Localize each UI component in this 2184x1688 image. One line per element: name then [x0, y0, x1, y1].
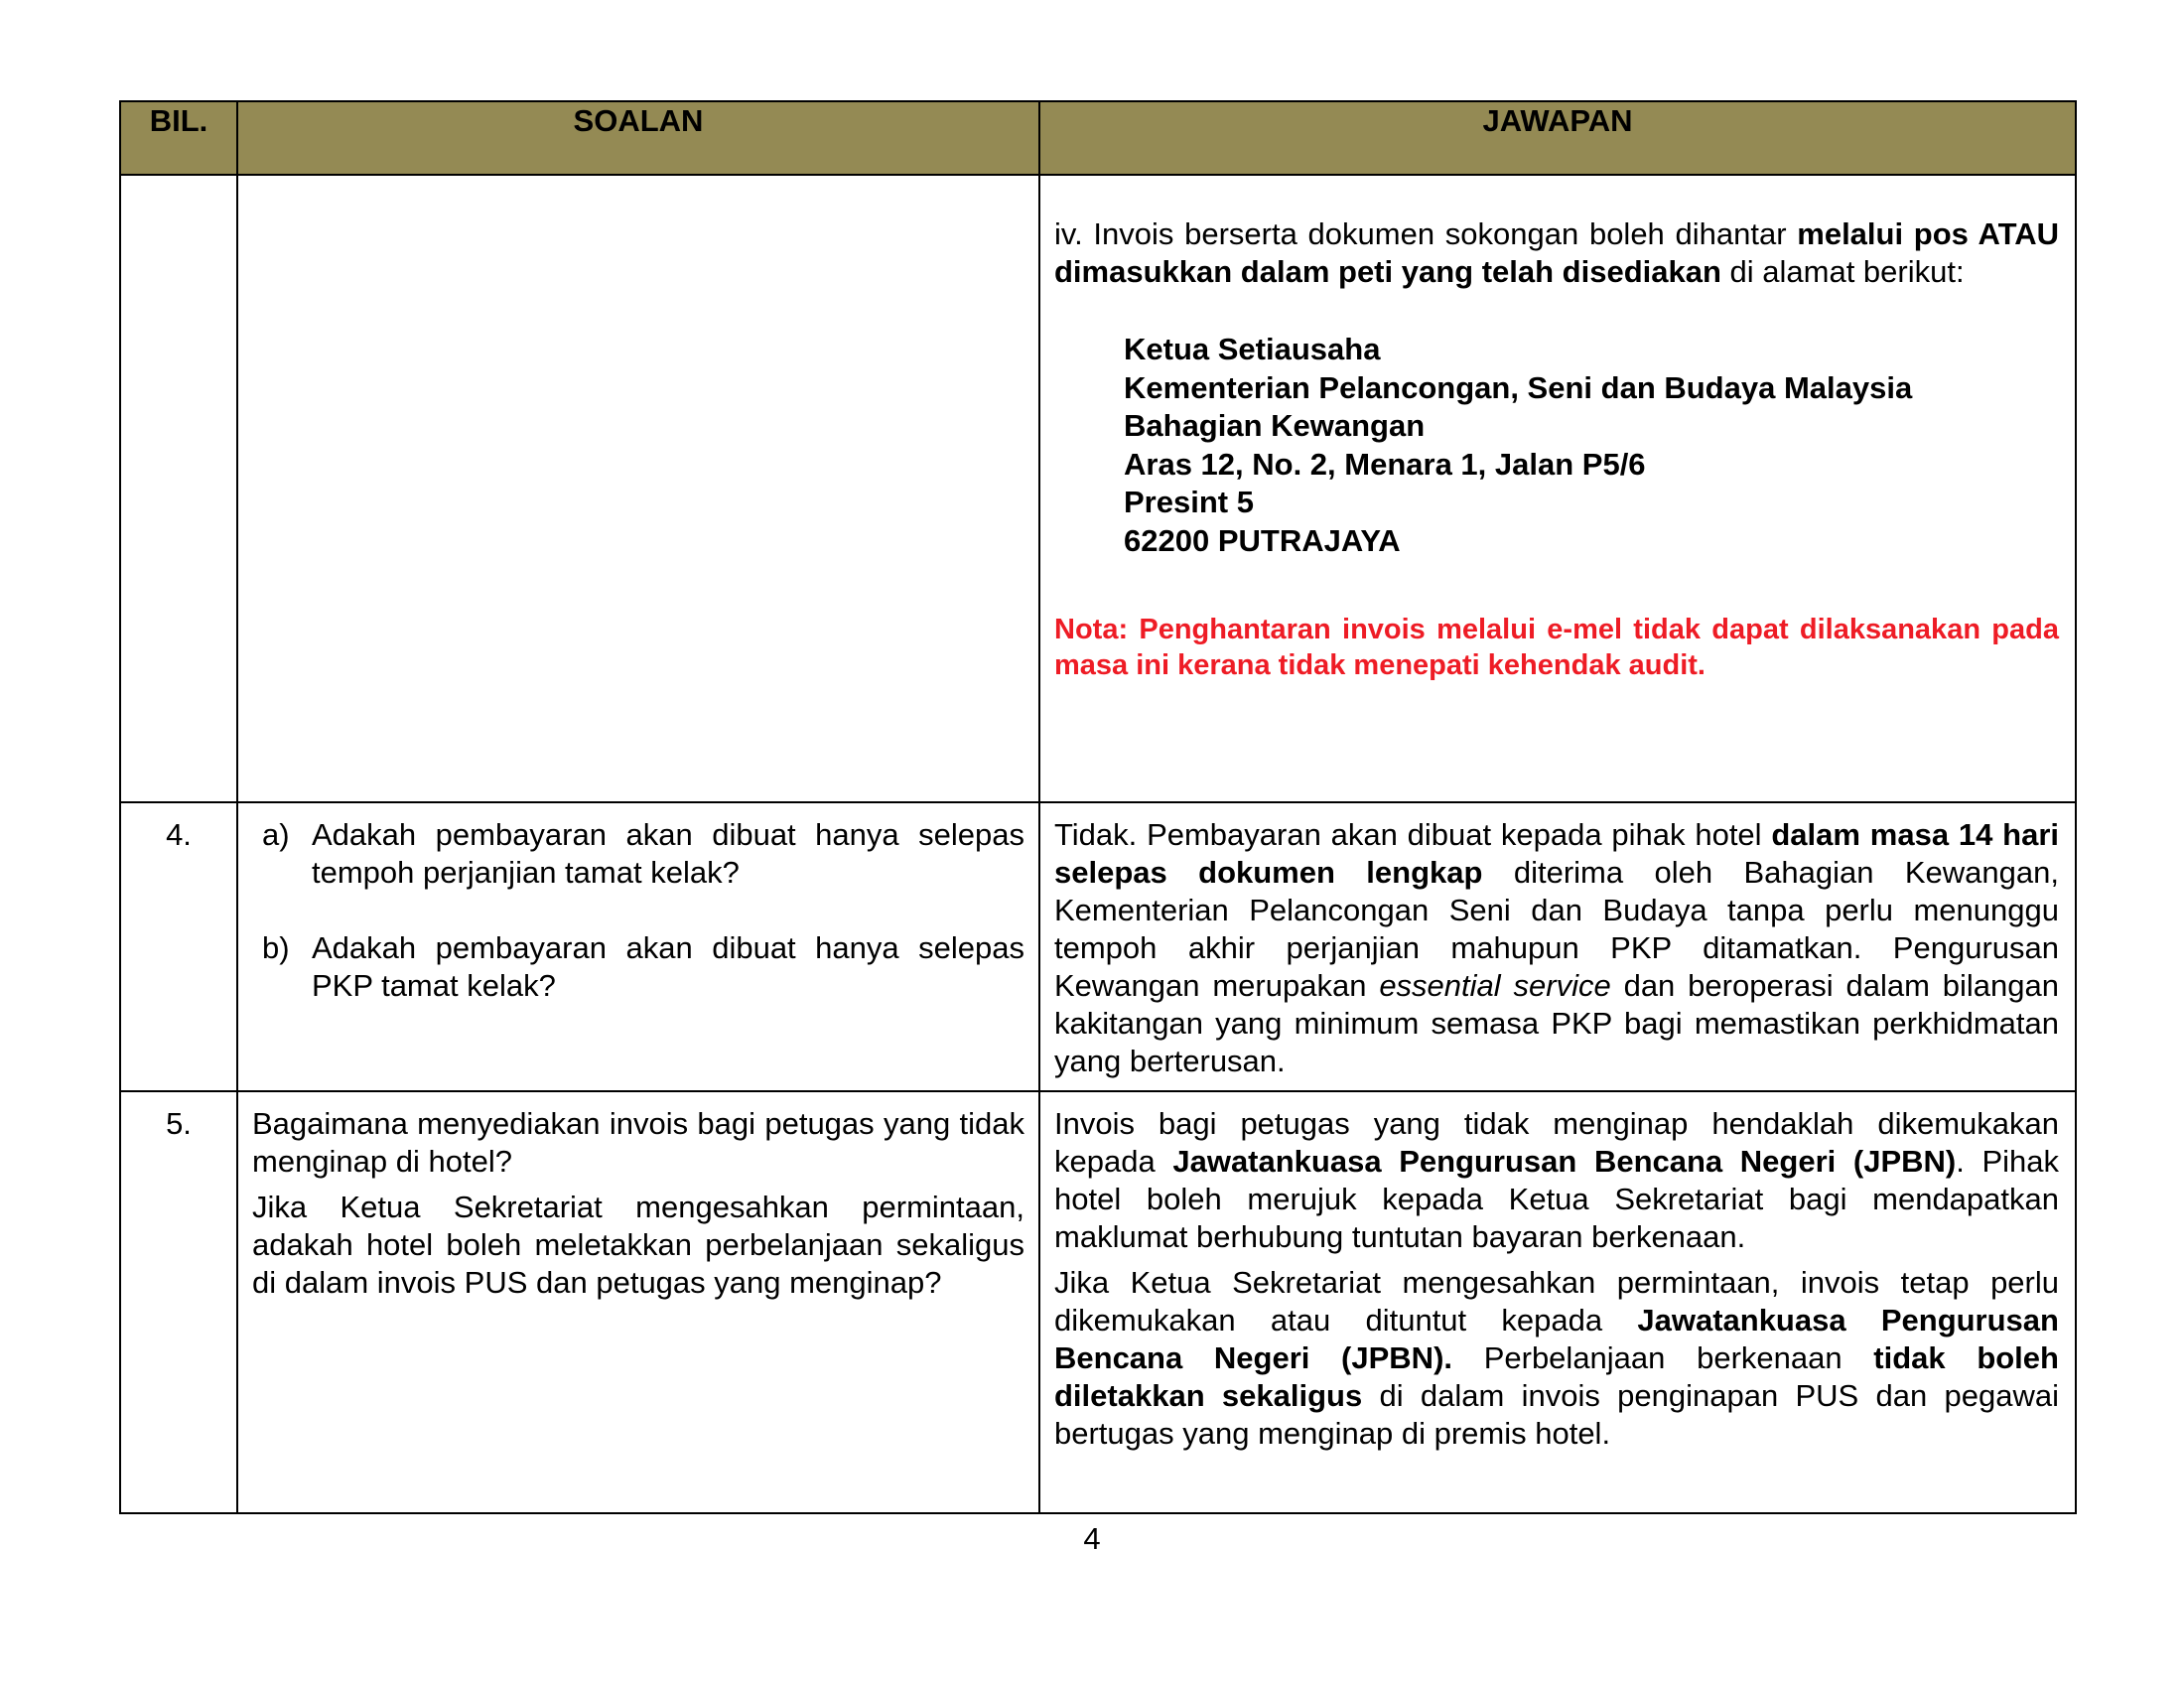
answer-cell: [1039, 802, 2076, 1091]
header-bil: BIL.: [120, 101, 237, 175]
header-row: [120, 101, 2076, 175]
answer-paragraph: [1054, 816, 2059, 1080]
address-line: Aras 12, No. 2, Menara 1, Jalan P5/6: [1124, 446, 1646, 482]
question-cell-empty: [237, 175, 1039, 802]
answer-text: di dalam invois penginapan PUS dan pegawai bertugas yang menginap di premis hotel.: [1054, 1378, 2059, 1451]
address-line: Ketua Setiausaha: [1124, 332, 1381, 366]
answer-italic-text: essential service: [1379, 968, 1611, 1003]
answer-paragraph: [1054, 1264, 2059, 1453]
answer-text: Jika Ketua Sekretariat mengesahkan permintaan, invois tetap perlu dikemukakan atau dituntut kepada: [1054, 1265, 2059, 1337]
answer-bold-text: Jawatankuasa Pengurusan Bencana Negeri (JPBN): [1172, 1144, 1957, 1179]
question-item: [252, 929, 1024, 1005]
question-text: Adakah pembayaran akan dibuat hanya selepas PKP tamat kelak?: [312, 930, 1024, 1003]
table-row-5: [120, 1091, 2076, 1513]
table-row-4: [120, 802, 2076, 1091]
answer-bold-text: dalam masa 14 hari selepas dokumen lengkap: [1054, 817, 2059, 890]
faq-table: [119, 100, 2077, 1514]
page-number: 4: [1083, 1521, 1101, 1556]
answer-paragraph: [1054, 1105, 2059, 1256]
table-row-continued: [120, 175, 2076, 802]
answer-text: diterima oleh Bahagian Kewangan, Kementerian Pelancongan Seni dan Budaya tanpa perlu menunggu tempoh akhir perjanjian mahupun PKP ditamatkan. Pengurusan Kewangan merupakan: [1054, 855, 2059, 1003]
question-text: Bagaimana menyediakan invois bagi petugas yang tidak menginap di hotel?: [252, 1106, 1024, 1179]
question-text: Jika Ketua Sekretariat mengesahkan permintaan, adakah hotel boleh meletakkan perbelanjaan sekaligus di dalam invois PUS dan petugas yang menginap?: [252, 1190, 1024, 1300]
bil-number: 4.: [120, 802, 237, 1091]
answer-paragraph: [1054, 215, 2059, 291]
answer-text: iv. Invois berserta dokumen sokongan boleh dihantar: [1054, 216, 1787, 251]
address-line: Presint 5: [1124, 485, 1254, 519]
answer-bold-text: melalui pos ATAU dimasukkan dalam peti yang telah disediakan: [1054, 216, 2059, 289]
header-jawapan: JAWAPAN: [1039, 101, 2076, 175]
question-label: a): [262, 817, 290, 852]
answer-text: Invois bagi petugas yang tidak menginap hendaklah dikemukakan kepada: [1054, 1106, 2059, 1179]
address-line: Bahagian Kewangan: [1124, 408, 1426, 443]
address-block: [1124, 331, 2059, 560]
answer-text: . Pihak hotel boleh merujuk kepada Ketua Sekretariat bagi mendapatkan maklumat berhubung tuntutan bayaran berkenaan.: [1054, 1144, 2059, 1254]
question-cell: [237, 1091, 1039, 1513]
address-line: 62200 PUTRAJAYA: [1124, 522, 1401, 558]
answer-text: di alamat berikut:: [1729, 254, 1965, 289]
question-cell: [237, 802, 1039, 1091]
question-item: [252, 816, 1024, 892]
answer-text: Perbelanjaan berkenaan: [1483, 1340, 1843, 1375]
answer-cell: [1039, 1091, 2076, 1513]
bil-cell-empty: [120, 175, 237, 802]
bil-number: 5.: [120, 1091, 237, 1513]
audit-note: Nota: Penghantaran invois melalui e-mel tidak dapat dilaksanakan pada masa ini kerana tidak menepati kehendak audit.: [1054, 614, 2059, 681]
answer-cell-continued: [1039, 175, 2076, 802]
answer-bold-text: Jawatankuasa Pengurusan Bencana Negeri (JPBN).: [1054, 1303, 2059, 1375]
address-line: Kementerian Pelancongan, Seni dan Budaya Malaysia: [1124, 369, 1913, 405]
answer-text: Tidak. Pembayaran akan dibuat kepada pihak hotel: [1054, 817, 1762, 852]
question-label: b): [262, 930, 290, 965]
question-text: Adakah pembayaran akan dibuat hanya selepas tempoh perjanjian tamat kelak?: [312, 817, 1024, 890]
answer-text: dan beroperasi dalam bilangan kakitangan yang minimum semasa PKP bagi memastikan perkhidmatan yang berterusan.: [1054, 968, 2059, 1078]
header-soalan: SOALAN: [237, 101, 1039, 175]
answer-bold-text: tidak boleh diletakkan sekaligus: [1054, 1340, 2059, 1413]
